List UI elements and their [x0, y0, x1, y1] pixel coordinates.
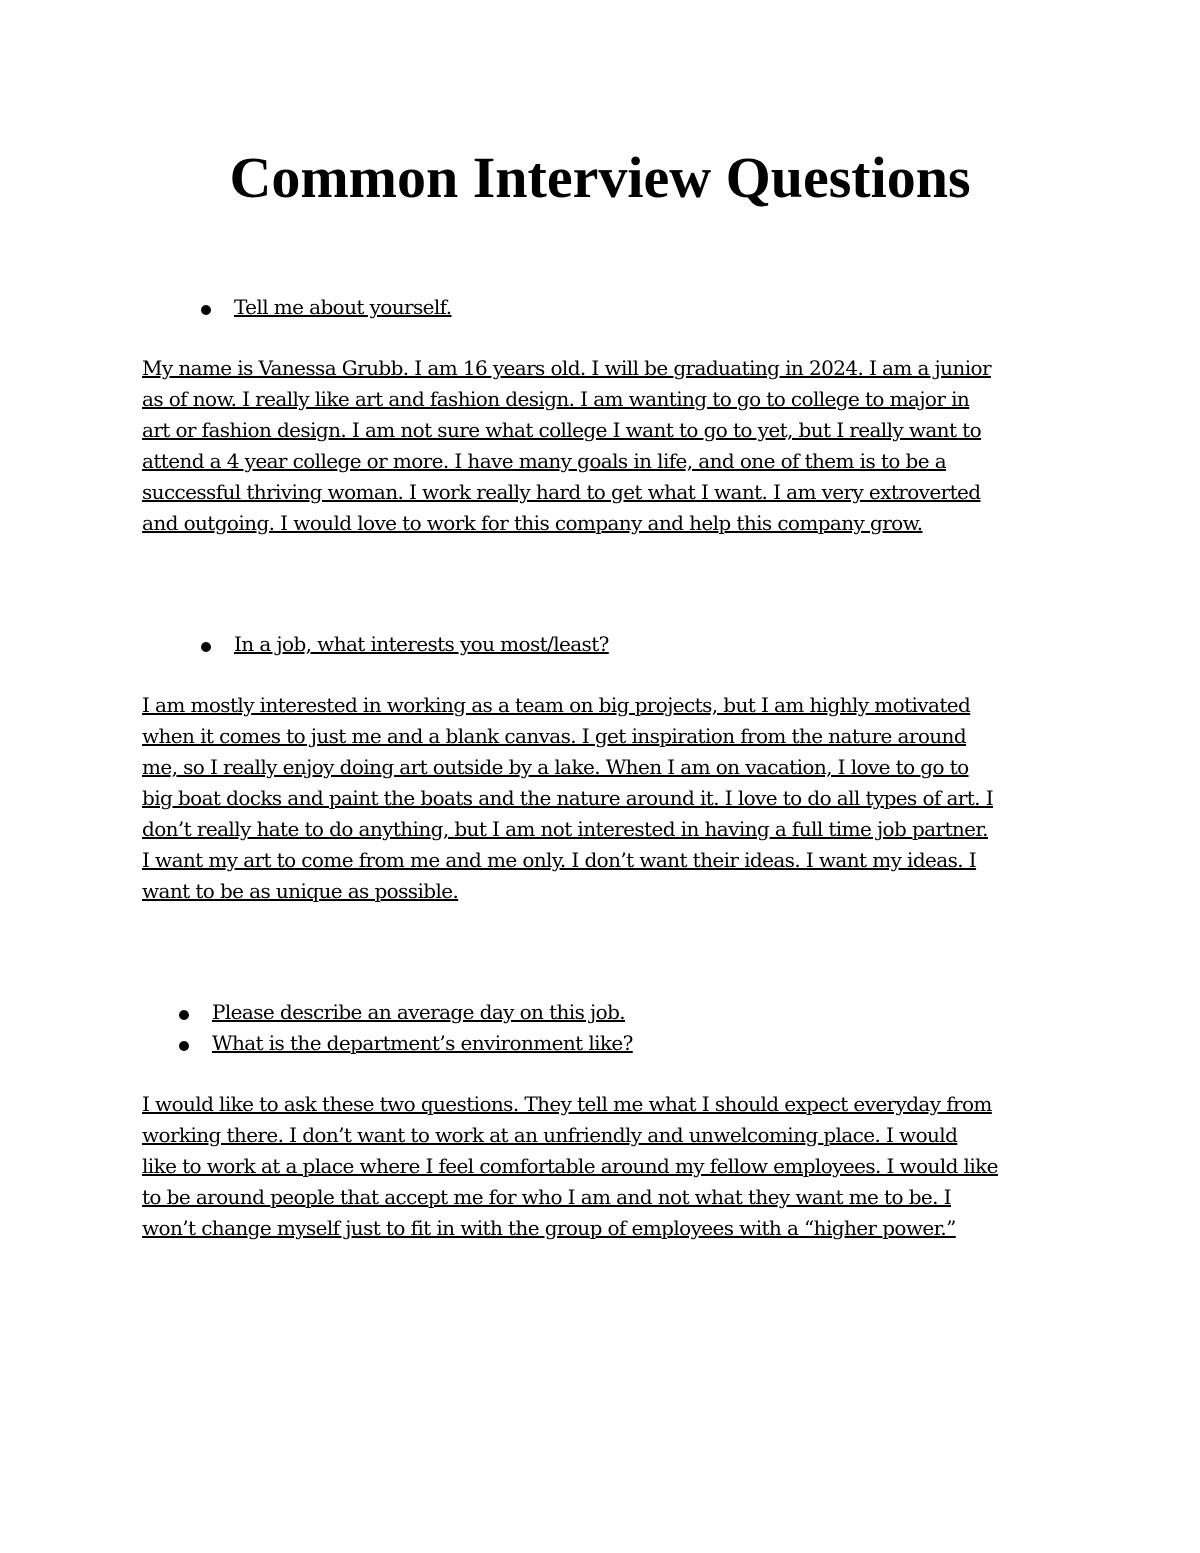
answer-line: as of now. I really like art and fashion design. I am wanting to go to college to major in [142, 387, 970, 411]
answer-line: My name is Vanessa Grubb. I am 16 years old. I will be graduating in 2024. I am a junior [142, 356, 991, 380]
answer-line: like to work at a place where I feel comfortable around my fellow employees. I would like [142, 1154, 998, 1178]
bullet-icon [201, 305, 211, 315]
page-title: Common Interview Questions [229, 145, 971, 210]
answer-line: don’t really hate to do anything, but I am not interested in having a full time job partner. [142, 817, 988, 841]
question-list [0, 629, 1200, 660]
question-text: Please describe an average day on this job. [212, 1000, 626, 1024]
bullet-icon [179, 1010, 189, 1020]
bullet-icon [179, 1041, 189, 1051]
answer-line: and outgoing. I would love to work for this company and help this company grow. [142, 511, 923, 535]
question-text: Tell me about yourself. [234, 295, 452, 319]
answer-line: art or fashion design. I am not sure what college I want to go to yet, but I really want to [142, 418, 982, 442]
answer-line: I want my art to come from me and me only. I don’t want their ideas. I want my ideas. I [142, 848, 977, 872]
answer-line: big boat docks and paint the boats and the nature around it. I love to do all types of art. I [142, 786, 993, 810]
bullet-icon [201, 642, 211, 652]
question-item [0, 1028, 1200, 1059]
question-list [0, 997, 1200, 1059]
answer-line: when it comes to just me and a blank canvas. I get inspiration from the nature around [142, 724, 967, 748]
answer-line: working there. I don’t want to work at an unfriendly and unwelcoming place. I would [142, 1123, 958, 1147]
question-item [0, 292, 1200, 323]
answer-line: won’t change myself just to fit in with the group of employees with a “higher power.” [142, 1216, 956, 1240]
question-section-1 [0, 292, 1200, 323]
answer-line: me, so I really enjoy doing art outside by a lake. When I am on vacation, I love to go to [142, 755, 969, 779]
question-item [0, 997, 1200, 1028]
answer-line: attend a 4 year college or more. I have many goals in life, and one of them is to be a [142, 449, 947, 473]
answer-line: to be around people that accept me for who I am and not what they want me to be. I [142, 1185, 951, 1209]
answer-paragraph-1 [142, 353, 1042, 539]
question-section-3 [0, 997, 1200, 1059]
question-section-2 [0, 629, 1200, 660]
answer-line: I would like to ask these two questions. They tell me what I should expect everyday from [142, 1092, 992, 1116]
answer-paragraph-2 [142, 690, 1042, 907]
question-text: What is the department’s environment like? [212, 1031, 633, 1055]
answer-line: I am mostly interested in working as a team on big projects, but I am highly motivated [142, 693, 971, 717]
question-text: In a job, what interests you most/least? [234, 632, 609, 656]
question-item [0, 629, 1200, 660]
answer-line: successful thriving woman. I work really hard to get what I want. I am very extroverted [142, 480, 981, 504]
question-list [0, 292, 1200, 323]
answer-paragraph-3 [142, 1089, 1042, 1244]
answer-line: want to be as unique as possible. [142, 879, 459, 903]
